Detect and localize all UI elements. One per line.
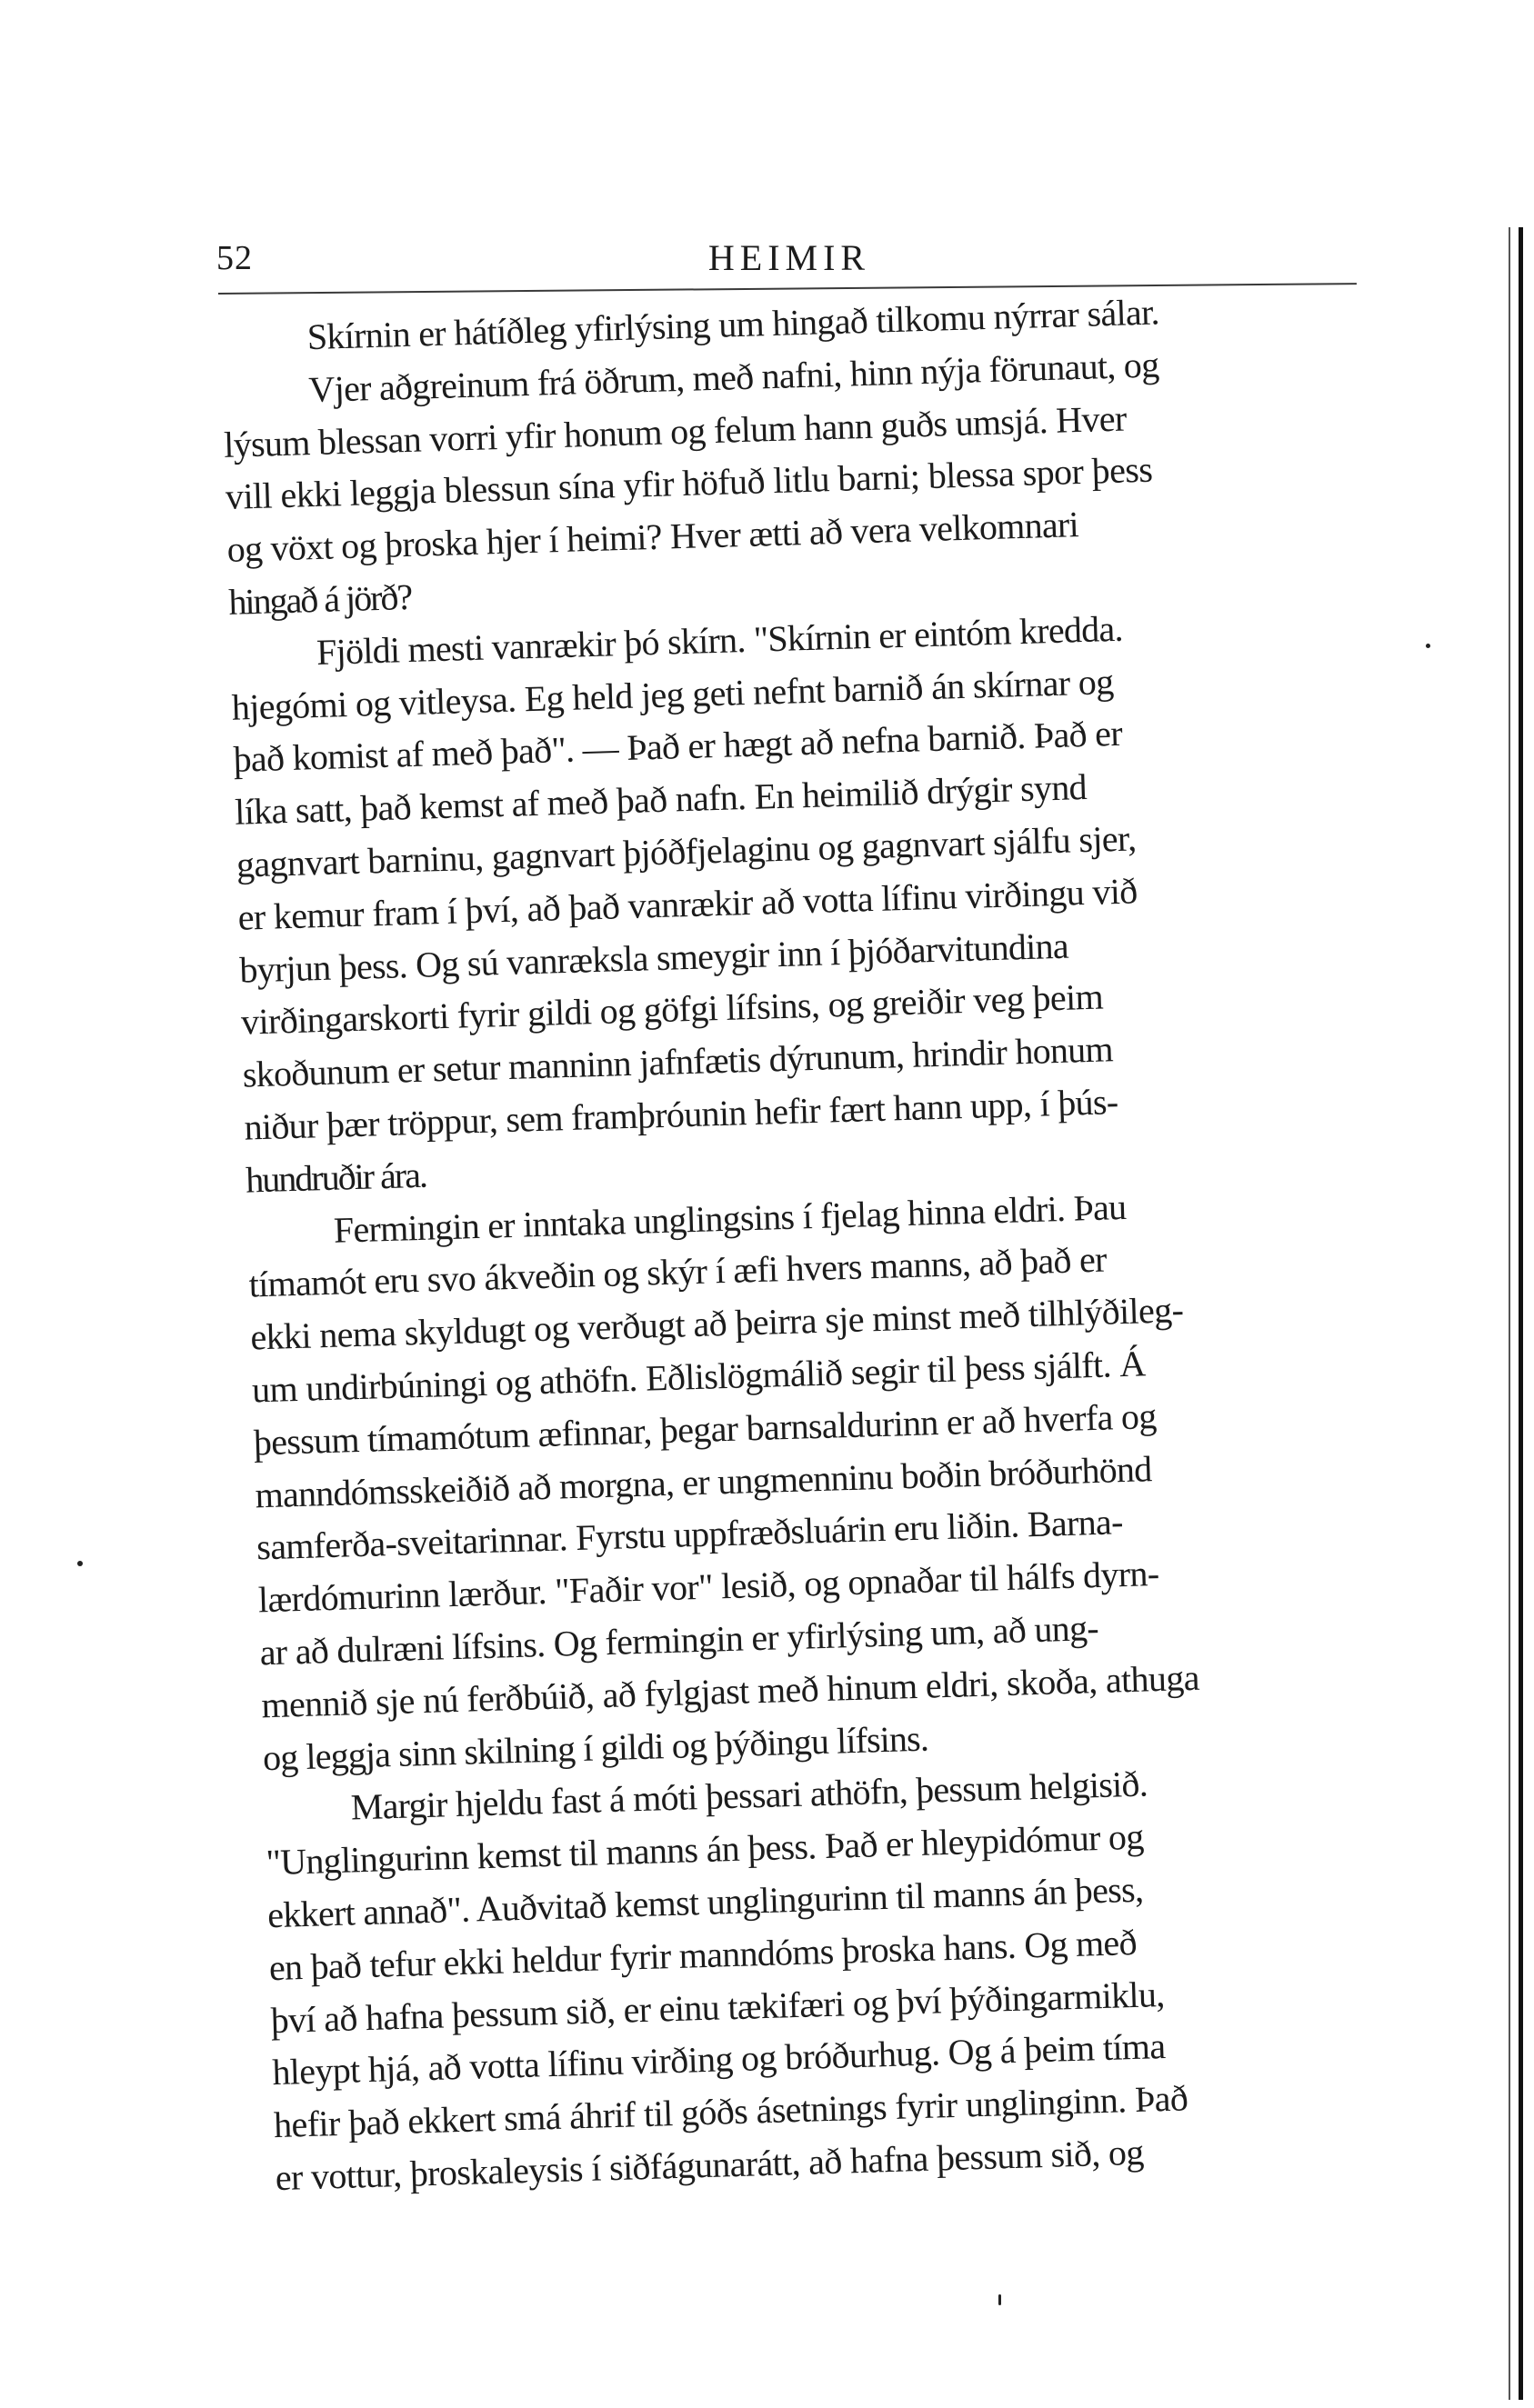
text-line: Fermingin er inntaka unglingsins í fjelag hinna eldri. Þau: [333, 1185, 1127, 1251]
text-line: hundruðir ára.: [245, 1154, 427, 1201]
ink-speck: [1426, 644, 1430, 648]
text-line: hingað á jörð?: [227, 575, 412, 623]
text-line: er vottur, þroskaleysis í siðfágunarátt, að hafna þessum sið, og: [275, 2131, 1145, 2198]
text-line: og leggja sinn skilning í gildi og þýðingu lífsins.: [262, 1717, 929, 1778]
text-line: hefir það ekkert smá áhrif til góðs ásetnings fyrir unglinginn. Það: [273, 2077, 1188, 2146]
text-line: um undirbúningi og athöfn. Eðlislögmálið segir til þess sjálft. Á: [251, 1343, 1147, 1411]
text-line: ekki nema skyldugt og verðugt að þeirra sje minst með tilhlýðileg-: [249, 1289, 1184, 1358]
body-text: [220, 279, 1449, 2204]
text-line: ekkert annað". Auðvitað kemst unglingurinn til manns án þess,: [266, 1868, 1144, 1936]
text-line: byrjun þess. Og sú vanræksla smeygir inn í þjóðarvitundina: [238, 924, 1069, 991]
text-line: manndómsskeiðið að morgna, er ungmenninu boðin bróðurhönd: [254, 1447, 1153, 1515]
running-title: HEIMIR: [707, 237, 871, 278]
text-line: skoðunum er setur manninn jafnfætis dýrunum, hrindir honum: [242, 1028, 1114, 1095]
text-line: en það tefur ekki heldur fyrir manndóms þroska hans. Og með: [268, 1921, 1138, 1988]
text-line: lærdómurinn lærður. "Faðir vor" lesið, og opnaðar til hálfs dyrn-: [257, 1553, 1160, 1621]
text-line: lýsum blessan vorri yfir honum og felum hann guðs umsjá. Hver: [223, 397, 1128, 465]
text-line: virðingarskorti fyrir gildi og göfgi lífsins, og greiðir veg þeim: [240, 975, 1104, 1044]
text-line: því að hafna þessum sið, er einu tækifæri og því þýðingarmiklu,: [270, 1973, 1166, 2041]
text-line: og vöxt og þroska hjer í heimi? Hver ætti að vera velkomnari: [226, 504, 1079, 571]
text-line: niður þær tröppur, sem framþróunin hefir fært hann upp, í þús-: [243, 1081, 1119, 1148]
text-line: er kemur fram í því, að það vanrækir að votta lífinu virðingu við: [237, 870, 1138, 938]
text-line: gagnvart barninu, gagnvart þjóðfjelaginu og gagnvart sjálfu sjer,: [236, 817, 1138, 885]
text-line: þessum tímamótum æfinnar, þegar barnsaldurinn er að hverfa og: [253, 1394, 1158, 1464]
text-line: hjegómi og vitleysa. Eg held jeg geti nefnt barnið án skírnar og: [231, 660, 1115, 728]
text-line: líka satt, það kemst af með það nafn. En heimilið drýgir synd: [234, 766, 1088, 833]
text-line: ar að dulræni lífsins. Og fermingin er yfirlýsing um, að ung-: [259, 1606, 1099, 1674]
text-line: "Unglingurinn kemst til manns án þess. Það er hleypidómur og: [265, 1815, 1145, 1883]
page-number: 52: [216, 239, 253, 277]
text-line: mennið sje nú ferðbúið, að fylgjast með hinum eldri, skoða, athuga: [260, 1656, 1200, 1726]
text-line: vill ekki leggja blessun sína yfir höfuð litlu barni; blessa spor þess: [225, 449, 1153, 518]
text-line: tímamót eru svo ákveðin og skýr í æfi hvers manns, að það er: [248, 1238, 1108, 1305]
text-line: Margir hjeldu fast á móti þessari athöfn, þessum helgisið.: [350, 1763, 1148, 1828]
text-line: það komist af með það". — Það er hægt að nefna barnið. Það er: [232, 713, 1123, 781]
text-line: Vjer aðgreinum frá öðrum, með nafni, hinn nýja förunaut, og: [307, 344, 1159, 410]
binding-edge: [1519, 227, 1523, 2400]
text-line: hleypt hjá, að votta lífinu virðing og bróðurhug. Og á þeim tíma: [271, 2025, 1167, 2093]
text-line: Fjöldi mesti vanrækir þó skírn. "Skírnin er eintóm kredda.: [316, 607, 1124, 673]
ink-speck: [998, 2294, 1001, 2305]
binding-edge-shadow: [1509, 227, 1510, 2400]
ink-speck: [77, 1561, 83, 1566]
text-line: samferða-sveitarinnar. Fyrstu uppfræðsluárin eru liðin. Barna-: [256, 1501, 1124, 1568]
text-line: Skírnin er hátíðleg yfirlýsing um hingað tilkomu nýrrar sálar.: [306, 291, 1160, 358]
